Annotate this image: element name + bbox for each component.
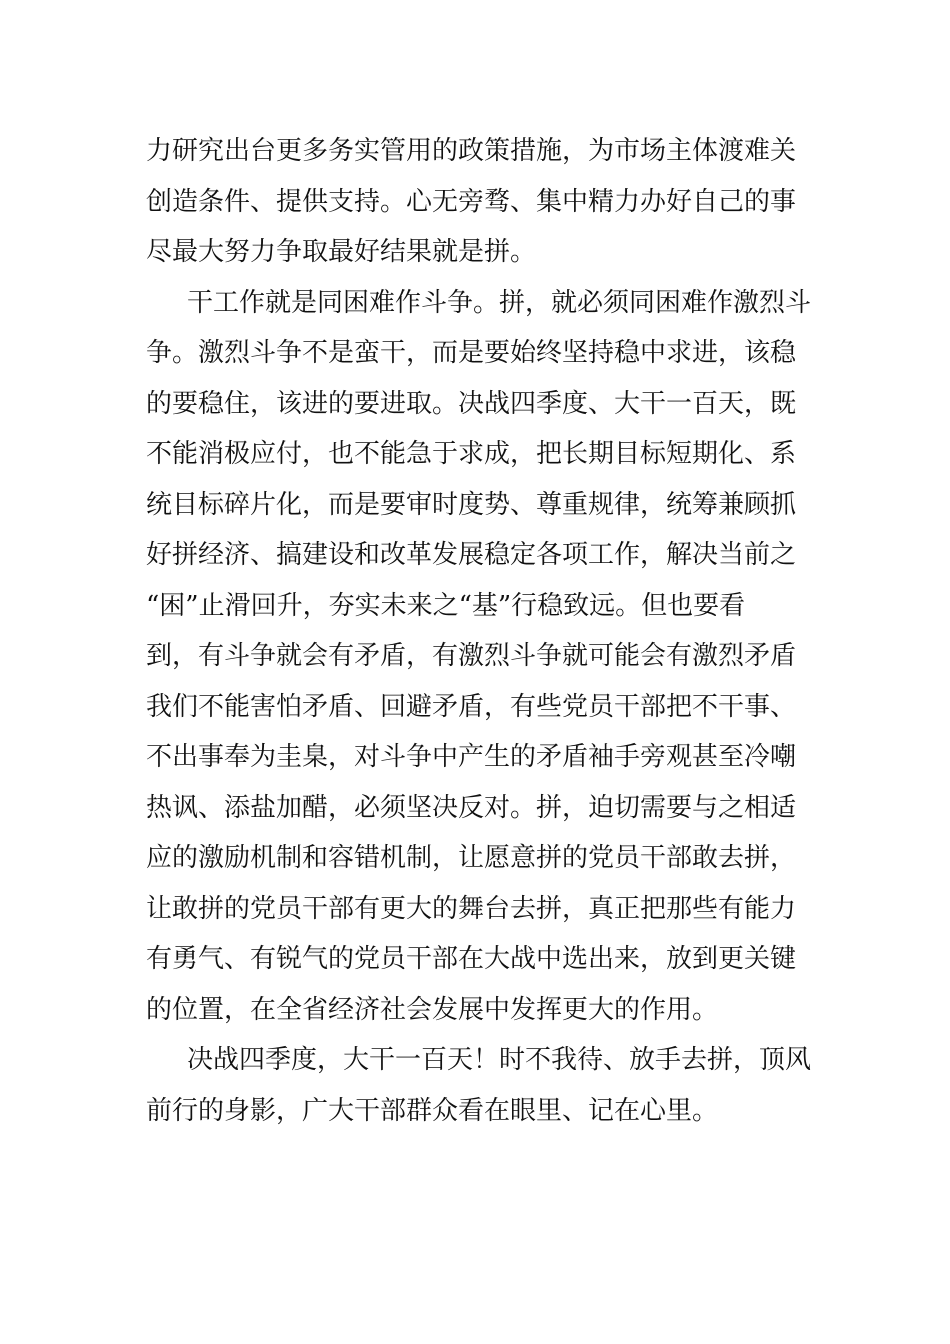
text-line: 争。激烈斗争不是蛮干，而是要始终坚持稳中求进，该稳 — [146, 338, 797, 368]
paragraph-conclusion — [146, 1035, 816, 1136]
text-line-first: 决战四季度，大干一百天！时不我待、放手去拼，顶风 — [187, 1045, 812, 1075]
text-line: 我们不能害怕矛盾、回避矛盾，有些党员干部把不干事、 — [146, 691, 797, 722]
text-line: 有勇气、有锐气的党员干部在大战中选出来，放到更关键 — [146, 944, 797, 974]
text-line: 应的激励机制和容错机制，让愿意拼的党员干部敢去拼， — [146, 843, 797, 873]
text-line-first: 干工作就是同困难作斗争。拼，就必须同困难作激烈斗 — [187, 287, 812, 318]
text-line: 前行的身影，广大干部群众看在眼里、记在心里。 — [146, 1095, 719, 1126]
text-line: 不出事奉为圭臬，对斗争中产生的矛盾袖手旁观甚至冷嘲 — [146, 742, 797, 772]
text-line: 力研究出台更多务实管用的政策措施，为市场主体渡难关 — [146, 136, 797, 166]
text-line: “困”止滑回升，夯实未来之“基”行稳致远。但也要看 — [146, 590, 746, 621]
text-line: 尽最大努力争取最好结果就是拼。 — [146, 237, 537, 267]
paragraph-struggle — [146, 278, 816, 1036]
text-line: 热讽、添盐加醋，必须坚决反对。拼，迫切需要与之相适 — [146, 792, 797, 823]
text-line: 到，有斗争就会有矛盾，有激烈斗争就可能会有激烈矛盾 — [146, 641, 797, 671]
document-body — [146, 126, 816, 1136]
text-line: 的要稳住，该进的要进取。决战四季度、大干一百天，既 — [146, 388, 797, 419]
paragraph-continuation — [146, 126, 816, 278]
text-line: 创造条件、提供支持。心无旁骛、集中精力办好自己的事 — [146, 186, 797, 217]
text-line: 不能消极应付，也不能急于求成，把长期目标短期化、系 — [146, 439, 797, 469]
text-line: 统目标碎片化，而是要审时度势、尊重规律，统筹兼顾抓 — [146, 489, 797, 520]
text-line: 让敢拼的党员干部有更大的舞台去拼，真正把那些有能力 — [146, 893, 797, 924]
text-line: 好拼经济、搞建设和改革发展稳定各项工作，解决当前之 — [146, 540, 797, 570]
text-line: 的位置，在全省经济社会发展中发挥更大的作用。 — [146, 994, 719, 1025]
